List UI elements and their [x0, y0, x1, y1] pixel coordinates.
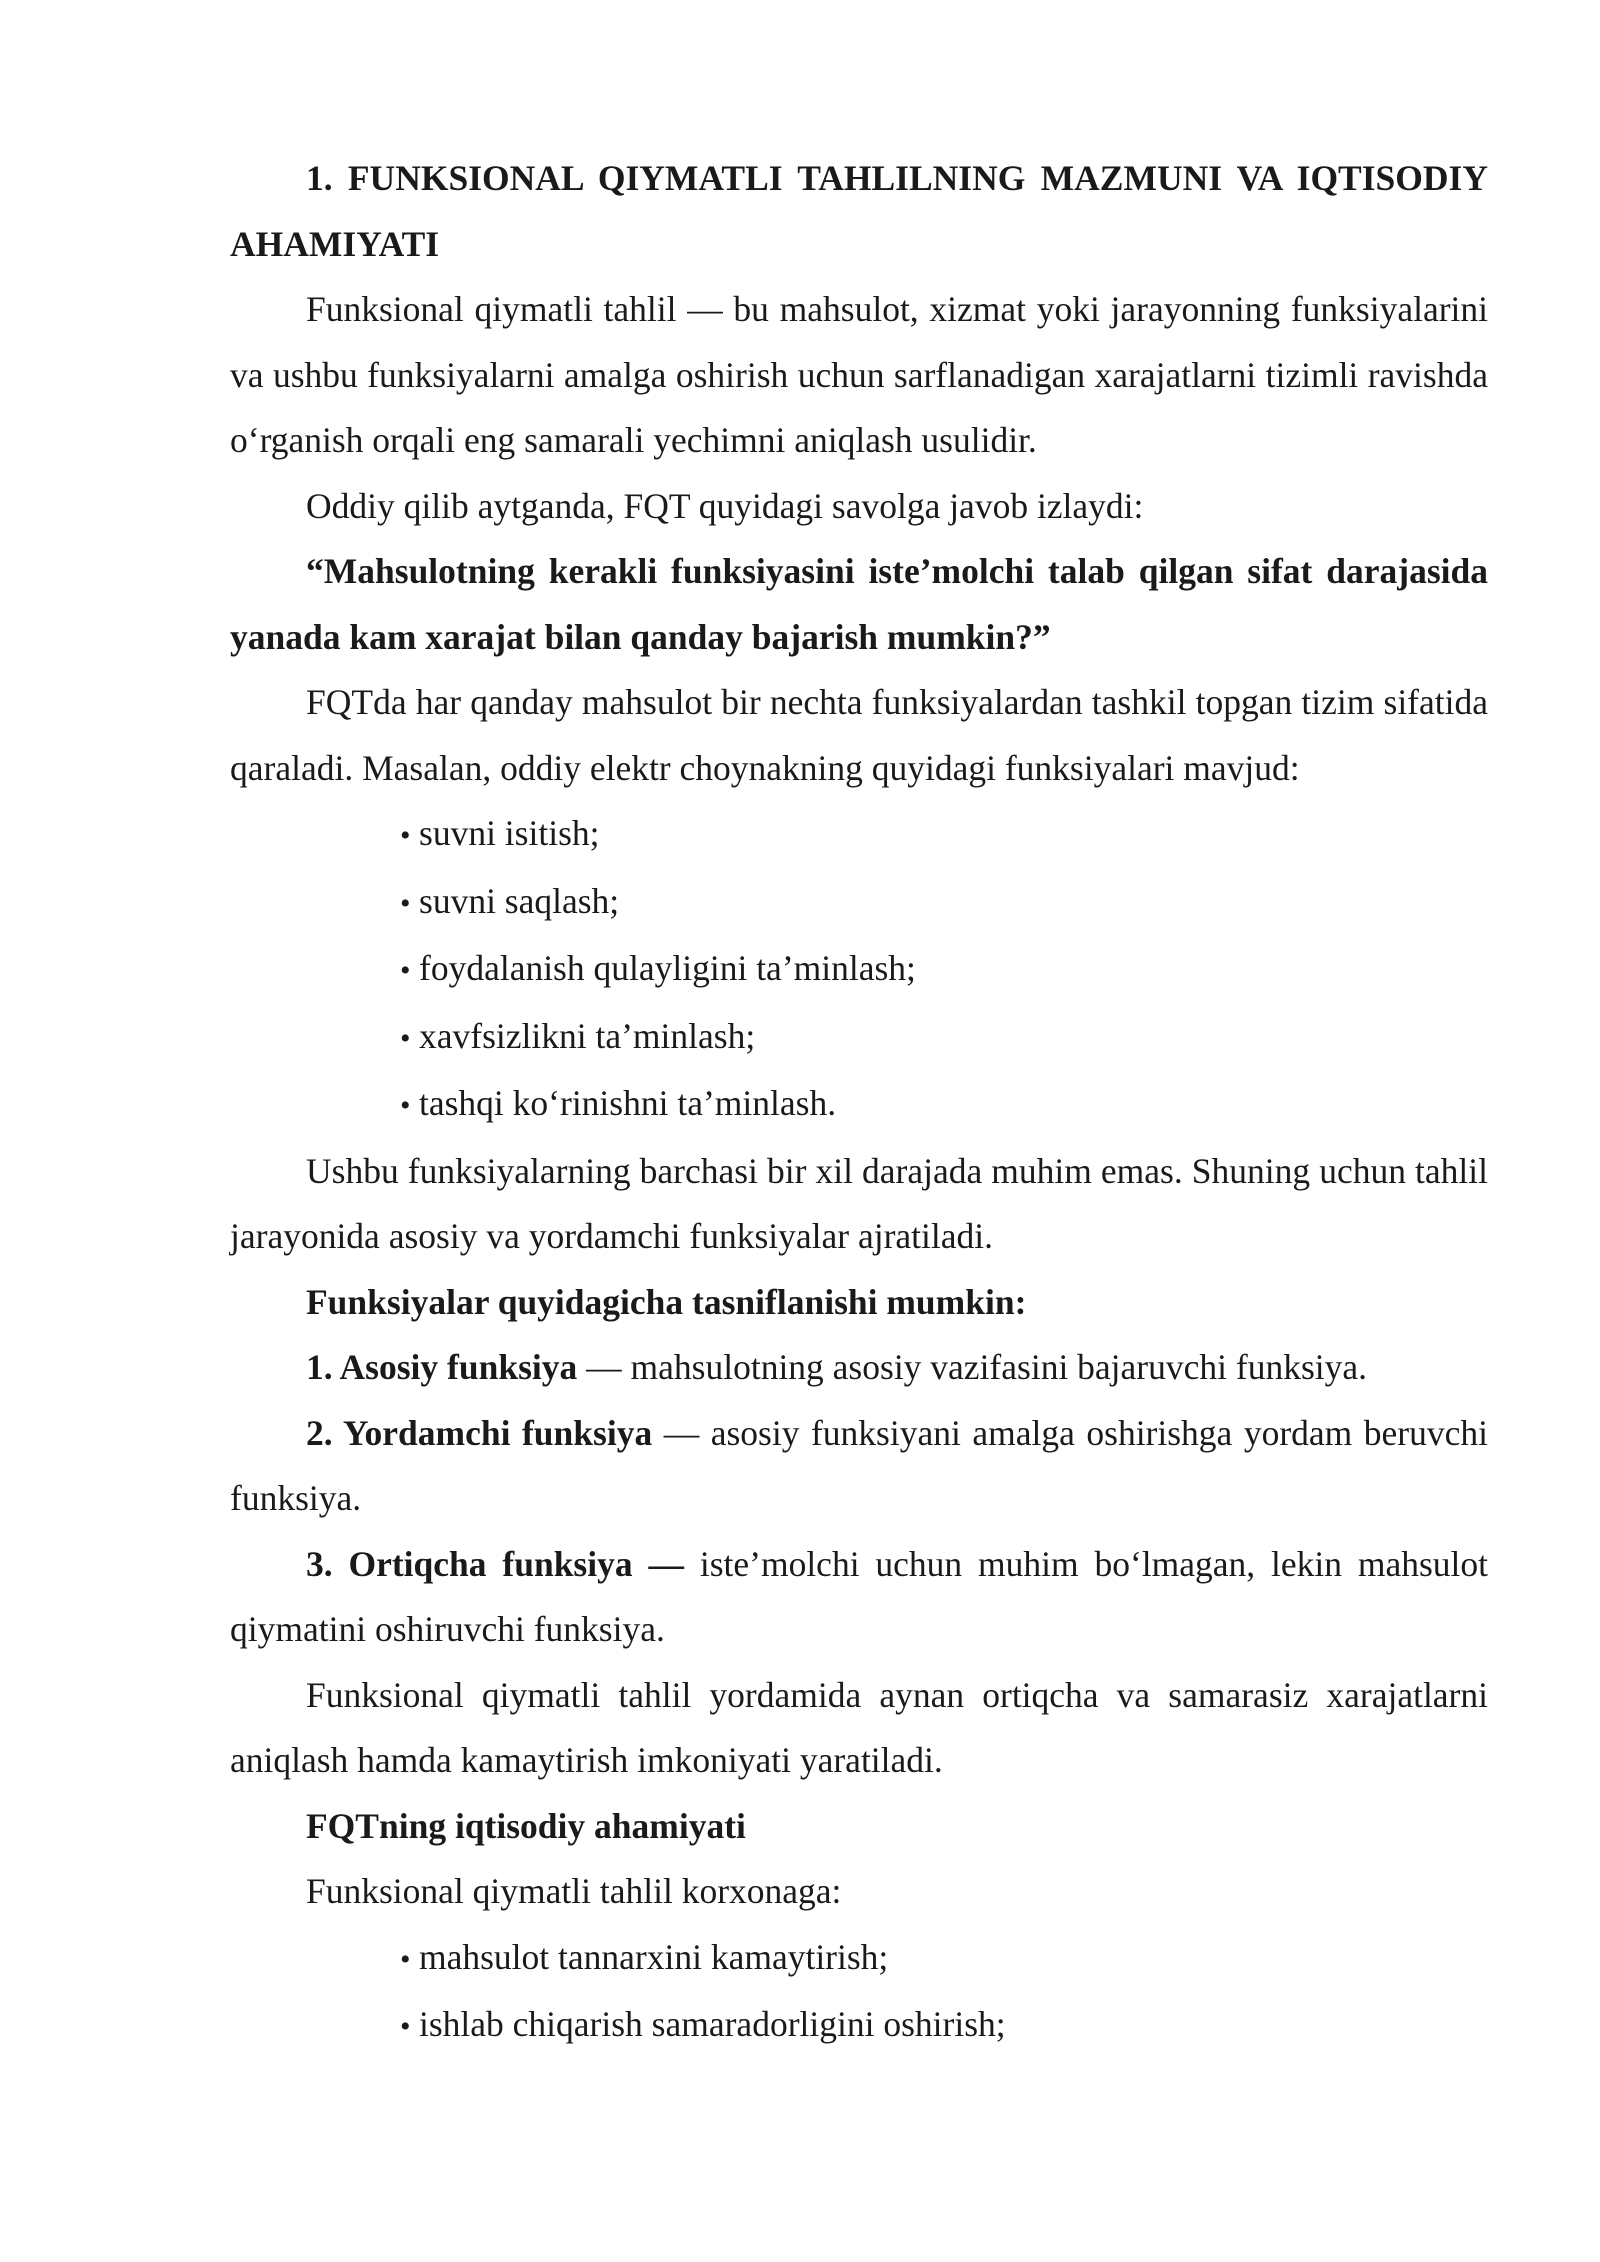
- term-excess: 3. Ortiqcha funksiya —: [306, 1543, 684, 1584]
- section-heading: 1. FUNKSIONAL QIYMATLI TAHLILNING MAZMUNI VA IQTISODIY AHAMIYATI: [230, 158, 1488, 264]
- classification-heading: Funksiyalar quyidagicha tasniflanishi mumkin:: [306, 1281, 1027, 1322]
- definition-excess: iste’molchi uchun muhim bo‘lmagan, lekin mahsulot qiymatini oshiruvchi funksiya.: [230, 1543, 1489, 1649]
- list-item: • foydalanish qulayligini ta’minlash;: [400, 936, 1488, 1004]
- paragraph-importance: Ushbu funksiyalarning barchasi bir xil darajada muhim emas. Shuning uchun tahlil jarayonida asosiy va yordamchi funksiyalar ajratiladi.: [230, 1150, 1488, 1256]
- classification-item-main: [230, 1335, 1488, 1401]
- kettle-functions-list: [230, 801, 1488, 1139]
- paragraph-intro-question: Oddiy qilib aytganda, FQT quyidagi savolga javob izlaydi:: [306, 485, 1144, 526]
- list-item: • suvni saqlash;: [400, 869, 1488, 937]
- bullet-icon: •: [400, 1021, 411, 1055]
- paragraph-benefits-intro: Funksional qiymatli tahlil korxonaga:: [306, 1871, 842, 1911]
- list-item: • ishlab chiqarish samaradorligini oshirish;: [400, 1992, 1488, 2060]
- classification-item-excess: [230, 1532, 1488, 1663]
- list-item: • xavfsizlikni ta’minlash;: [400, 1004, 1488, 1072]
- bullet-icon: •: [400, 886, 411, 920]
- bullet-icon: •: [400, 1089, 411, 1122]
- paragraph-definition: Funksional qiymatli tahlil — bu mahsulot, xizmat yoki jarayonning funksiyalarini va ushbu funksiyalarni amalga oshirish uchun sarflanadigan xarajatlarni tizimli ravishda o‘rganish orqali eng samarali yechimni aniqlash usulidir.: [230, 289, 1488, 460]
- bullet-icon: •: [400, 1942, 411, 1976]
- bullet-icon: •: [400, 819, 411, 852]
- paragraph-cost-reduction: Funksional qiymatli tahlil yordamida aynan ortiqcha va samarasiz xarajatlarni aniqlash hamda kamaytirish imkoniyati yaratiladi.: [230, 1674, 1488, 1780]
- definition-auxiliary: — asosiy funksiyani amalga oshirishga yordam beruvchi funksiya.: [230, 1412, 1488, 1518]
- benefits-list: [230, 1925, 1488, 2060]
- list-item: • mahsulot tannarxini kamaytirish;: [400, 1925, 1488, 1993]
- list-item: • suvni isitish;: [400, 801, 1488, 869]
- bullet-icon: •: [400, 954, 411, 987]
- subheading-economic-importance: FQTning iqtisodiy ahamiyati: [306, 1805, 746, 1846]
- term-main: 1. Asosiy funksiya: [306, 1347, 578, 1387]
- classification-item-auxiliary: [230, 1401, 1488, 1532]
- definition-main: — mahsulotning asosiy vazifasini bajaruvchi funksiya.: [577, 1347, 1368, 1387]
- term-auxiliary: 2. Yordamchi funksiya: [306, 1412, 653, 1453]
- list-item: • tashqi ko‘rinishni ta’minlash.: [400, 1071, 1488, 1139]
- paragraph-kettle-example: FQTda har qanday mahsulot bir nechta funksiyalardan tashkil topgan tizim sifatida qaraladi. Masalan, oddiy elektr choynakning quyidagi funksiyalari mavjud:: [230, 682, 1488, 788]
- key-question-quote: “Mahsulotning kerakli funksiyasini iste’molchi talab qilgan sifat darajasida yanada kam xarajat bilan qanday bajarish mumkin?”: [230, 551, 1488, 657]
- bullet-icon: •: [400, 2010, 411, 2043]
- document-page: [230, 146, 1488, 2060]
